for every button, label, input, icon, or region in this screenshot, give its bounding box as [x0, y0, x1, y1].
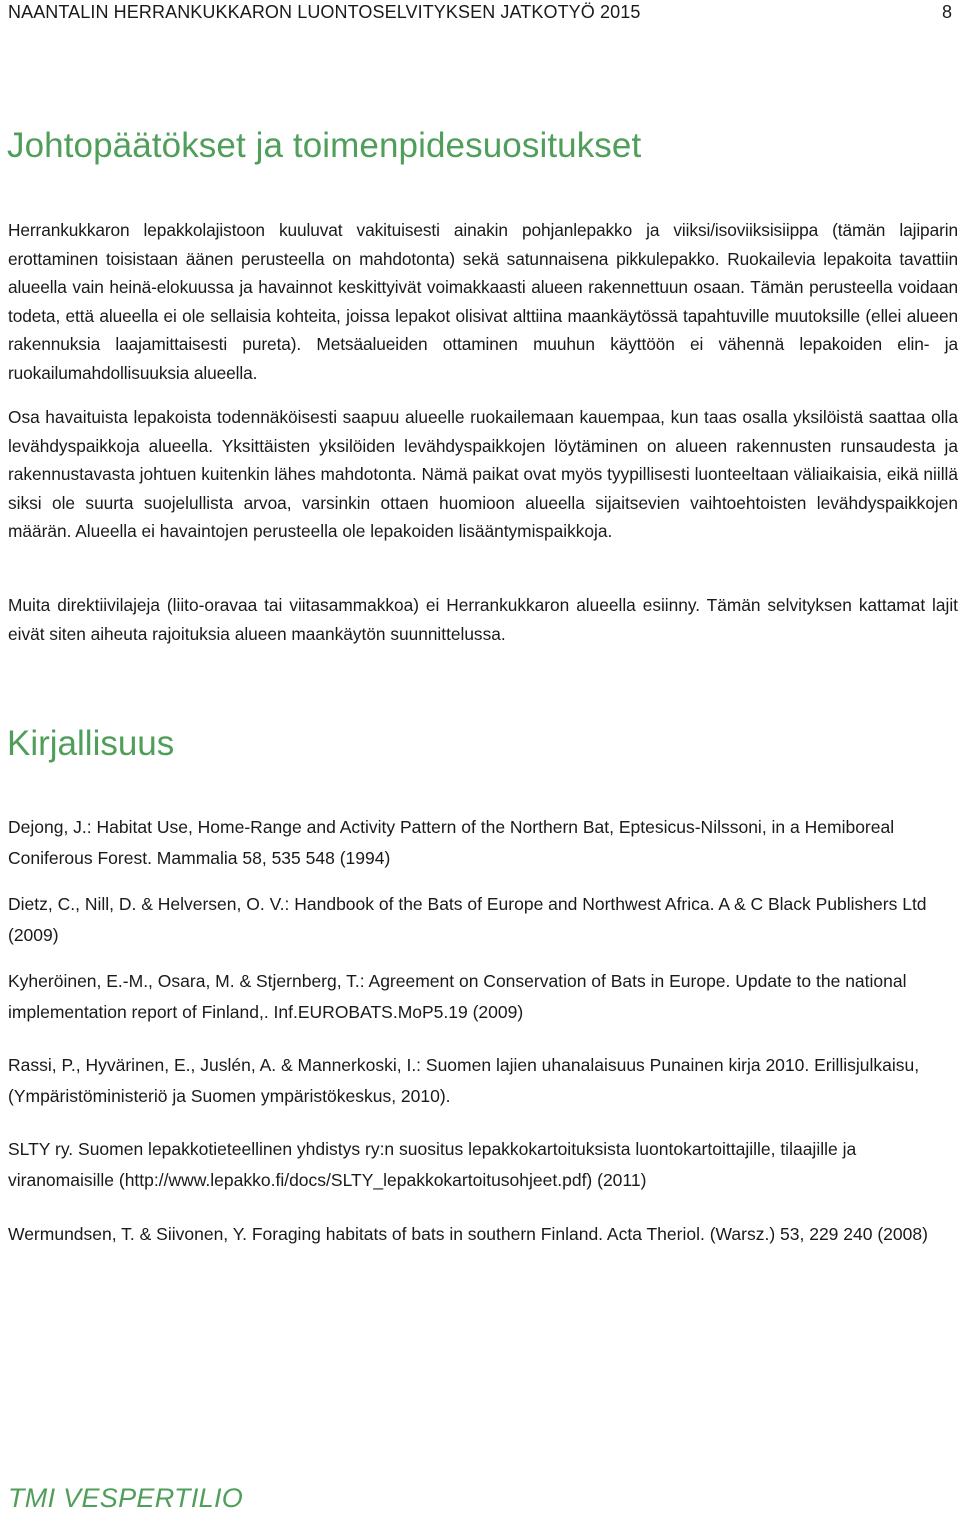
conclusions-paragraph-3: Muita direktiivilajeja (liito-oravaa tai viitasammakkoa) ei Herrankukkaron alueella esiinny. Tämän selvityksen kattamat lajit eivät siten aiheuta rajoituksia alueen maankäytön suunnittelussa. — [8, 595, 958, 644]
conclusions-paragraph-2: Osa havaituista lepakoista todennäköisesti saapuu alueelle ruokailemaan kauempaa, kun taas osalla yksilöistä saattaa olla levähdyspaikkoja alueella. Yksittäisten yksilöiden levähdyspaikkojen löytäminen on alueen rakennusten runsaudesta ja rakennustavasta johtuen kuitenkin lähes mahdotonta. Nämä paikat ovat myös tyypillisesti luonteeltaan väliaikaisia, eikä niillä siksi ole suurta suojelullista arvoa, varsinkin ottaen huomioon alueella sijaitsevien vaihtoehtoisten levähdyspaikkojen määrän. Alueella ei havaintojen perusteella ole lepakoiden lisääntymispaikkoja. — [8, 407, 958, 542]
conclusions-heading: Johtopäätökset ja toimenpidesuositukset — [7, 126, 642, 165]
reference-item: Kyheröinen, E.-M., Osara, M. & Stjernberg, T.: Agreement on Conservation of Bats in Europe. Update to the national implementation report of Finland,. Inf.EUROBATS.MoP5.19 (2009) — [8, 971, 907, 1022]
conclusions-paragraph-1: Herrankukkaron lepakkolajistoon kuuluvat vakituisesti ainakin pohjanlepakko ja viiksi/isoviiksisiippa (tämän lajiparin erottaminen toisistaan äänen perusteella on mahdotonta) sekä satunnaisena pikkulepakko. Ruokailevia lepakoita tavattiin alueella vain heinä-elokuussa ja havainnot keskittyivät voimakkaasti alueen rakennettuun osaan. Tämän perusteella voidaan todeta, että alueella ei ole sellaisia kohteita, joissa lepakot olisivat alttiina maankäytössä tapahtuville muutoksille (ellei alueen rakennuksia laajamittaisesti pureta). Metsäalueiden ottaminen muuhun käyttöön ei vähennä lepakoiden elin- ja ruokailumahdollisuuksia alueella. — [8, 220, 958, 383]
footer-company: TMI VESPERTILIO — [8, 1483, 244, 1513]
reference-item: Rassi, P., Hyvärinen, E., Juslén, A. & Mannerkoski, I.: Suomen lajien uhanalaisuus Punainen kirja 2010. Erillisjulkaisu, (Ympäristöministeriö ja Suomen ympäristökeskus, 2010). — [8, 1055, 920, 1106]
running-header: NAANTALIN HERRANKUKKARON LUONTOSELVITYKSEN JATKOTYÖ 2015 — [8, 2, 641, 22]
reference-item: Dietz, C., Nill, D. & Helversen, O. V.: Handbook of the Bats of Europe and Northwest Africa. A & C Black Publishers Ltd (2009) — [8, 894, 927, 945]
reference-item: SLTY ry. Suomen lepakkotieteellinen yhdistys ry:n suositus lepakkokartoituksista luontokartoittajille, tilaajille ja viranomaisille (http://www.lepakko.fi/docs/SLTY_lepakkokartoitusohjeet.pdf) (2011) — [8, 1139, 857, 1190]
reference-item: Wermundsen, T. & Siivonen, Y. Foraging habitats of bats in southern Finland. Acta Theriol. (Warsz.) 53, 229 240 (2008) — [8, 1224, 928, 1244]
reference-item: Dejong, J.: Habitat Use, Home-Range and Activity Pattern of the Northern Bat, Eptesicus-Nilssoni, in a Hemiboreal Coniferous Forest. Mammalia 58, 535 548 (1994) — [8, 817, 895, 868]
literature-heading: Kirjallisuus — [7, 724, 175, 763]
page-number: 8 — [941, 2, 952, 22]
